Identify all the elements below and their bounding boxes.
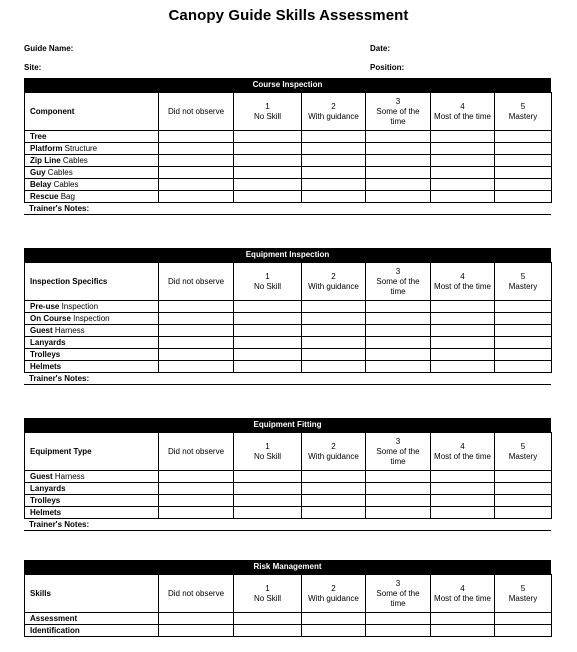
rating-cell[interactable] <box>302 155 366 167</box>
rating-number: 5 <box>520 101 526 111</box>
row-label <box>25 179 159 191</box>
row-label <box>25 337 159 349</box>
page-title: Canopy Guide Skills Assessment <box>168 7 409 24</box>
row-label-rest: Bag <box>58 192 75 201</box>
rating-cell[interactable] <box>159 301 234 313</box>
column-header: Skills <box>25 575 159 613</box>
rating-cell[interactable] <box>159 507 234 519</box>
rating-cell[interactable] <box>302 361 366 373</box>
rating-number: 1 <box>265 271 270 281</box>
rating-cell[interactable] <box>302 131 366 143</box>
rating-cell[interactable] <box>431 495 495 507</box>
table-row <box>25 143 552 155</box>
rating-column-header <box>495 263 552 301</box>
table-row <box>25 507 552 519</box>
rating-label: No Skill <box>253 111 282 121</box>
row-label-bold: Rescue <box>30 192 59 201</box>
row-label <box>25 361 159 373</box>
table-row <box>25 301 552 313</box>
rating-label: Did not observe <box>167 588 225 598</box>
rating-column-header <box>495 93 552 131</box>
rating-cell[interactable] <box>366 167 431 179</box>
rating-cell[interactable] <box>234 313 302 325</box>
guide-name-label: Guide Name: <box>24 44 74 53</box>
rating-cell[interactable] <box>159 131 234 143</box>
rating-cell[interactable] <box>366 507 431 519</box>
rating-label: Did not observe <box>167 446 225 456</box>
rating-cell[interactable] <box>302 191 366 203</box>
date-label: Date: <box>370 44 391 53</box>
rating-cell[interactable] <box>431 167 495 179</box>
rating-column-header <box>302 575 366 613</box>
trainer-notes[interactable]: Trainer's Notes: <box>24 373 551 385</box>
rating-cell[interactable] <box>431 349 495 361</box>
table-row <box>25 179 552 191</box>
rating-column-header <box>366 575 431 613</box>
row-label <box>25 143 159 155</box>
row-label-bold: Assessment <box>30 614 78 623</box>
position-label: Position: <box>370 63 405 72</box>
row-label-bold: Belay <box>30 180 52 189</box>
table-row <box>25 131 552 143</box>
rating-cell[interactable] <box>366 495 431 507</box>
rating-cell[interactable] <box>302 471 366 483</box>
rating-cell[interactable] <box>302 179 366 191</box>
row-label <box>25 167 159 179</box>
rating-cell[interactable] <box>495 179 552 191</box>
rating-column-header <box>366 93 431 131</box>
rating-column-header <box>431 93 495 131</box>
rating-number: 2 <box>331 583 336 593</box>
table-row <box>25 483 552 495</box>
section-course-inspection <box>24 78 551 215</box>
rating-cell[interactable] <box>495 507 552 519</box>
rating-cell[interactable] <box>366 301 431 313</box>
rating-cell[interactable] <box>431 301 495 313</box>
rating-column-header <box>431 575 495 613</box>
rating-cell[interactable] <box>234 191 302 203</box>
section-risk-management <box>24 560 551 637</box>
rating-number: 1 <box>265 583 270 593</box>
rating-column-header <box>495 433 552 471</box>
rating-cell[interactable] <box>234 361 302 373</box>
rating-cell[interactable] <box>366 361 431 373</box>
rating-cell[interactable] <box>159 361 234 373</box>
row-label-rest: Harness <box>52 326 85 335</box>
rating-cell[interactable] <box>159 613 234 625</box>
rating-label: Mastery <box>508 593 538 603</box>
rating-cell[interactable] <box>302 143 366 155</box>
row-label-bold: Guest <box>30 326 53 335</box>
rating-column-header <box>431 263 495 301</box>
rating-cell[interactable] <box>431 471 495 483</box>
table-row <box>25 625 552 637</box>
table-header-row <box>25 93 552 131</box>
row-label-bold: Lanyards <box>30 338 66 347</box>
rating-label: Most of the time <box>434 281 491 291</box>
rating-number: 3 <box>395 578 401 588</box>
rating-column-header <box>234 263 302 301</box>
rating-column-header <box>234 575 302 613</box>
rating-label: With guidance <box>308 593 359 603</box>
row-label <box>25 507 159 519</box>
column-header: Component <box>25 93 159 131</box>
rating-cell[interactable] <box>495 625 552 637</box>
row-label <box>25 483 159 495</box>
row-label-rest: Cables <box>51 180 79 189</box>
table-row <box>25 495 552 507</box>
row-label <box>25 471 159 483</box>
rating-cell[interactable] <box>495 483 552 495</box>
rating-cell[interactable] <box>234 625 302 637</box>
rating-column-header <box>302 93 366 131</box>
row-label-bold: Platform <box>30 144 63 153</box>
rating-number: 5 <box>520 583 526 593</box>
rating-number: 3 <box>395 266 401 276</box>
rating-column-header <box>431 433 495 471</box>
rating-number: 4 <box>460 441 465 451</box>
rating-number: 4 <box>460 101 465 111</box>
rating-cell[interactable] <box>431 131 495 143</box>
rating-cell[interactable] <box>302 325 366 337</box>
rating-label: Mastery <box>508 451 538 461</box>
table-row <box>25 349 552 361</box>
rating-column-header <box>495 575 552 613</box>
rating-label: No Skill <box>253 593 282 603</box>
rating-cell[interactable] <box>366 349 431 361</box>
row-label <box>25 301 159 313</box>
row-label-bold: On Course <box>30 314 71 323</box>
rating-number: 1 <box>265 101 270 111</box>
rating-cell[interactable] <box>495 191 552 203</box>
rating-cell[interactable] <box>234 613 302 625</box>
row-label-bold: Trolleys <box>30 496 61 505</box>
table-row <box>25 167 552 179</box>
rating-cell[interactable] <box>159 495 234 507</box>
rating-cell[interactable] <box>302 613 366 625</box>
rating-cell[interactable] <box>431 179 495 191</box>
table-row <box>25 613 552 625</box>
rating-table <box>24 262 552 373</box>
rating-cell[interactable] <box>366 337 431 349</box>
row-label-bold: Zip Line <box>30 156 61 165</box>
rating-cell[interactable] <box>159 313 234 325</box>
rating-cell[interactable] <box>495 301 552 313</box>
rating-cell[interactable] <box>431 313 495 325</box>
rating-cell[interactable] <box>302 483 366 495</box>
rating-cell[interactable] <box>495 337 552 349</box>
row-label-bold: Trolleys <box>30 350 61 359</box>
rating-column-header <box>366 263 431 301</box>
rating-cell[interactable] <box>431 613 495 625</box>
row-label <box>25 495 159 507</box>
rating-cell[interactable] <box>302 349 366 361</box>
rating-cell[interactable] <box>302 337 366 349</box>
rating-cell[interactable] <box>159 337 234 349</box>
rating-table <box>24 432 552 519</box>
rating-cell[interactable] <box>234 167 302 179</box>
rating-cell[interactable] <box>366 179 431 191</box>
rating-cell[interactable] <box>495 613 552 625</box>
section-title: Course Inspection <box>24 78 551 92</box>
rating-cell[interactable] <box>159 143 234 155</box>
rating-cell[interactable] <box>234 131 302 143</box>
row-label-bold: Pre-use <box>30 302 60 311</box>
row-label-bold: Guy <box>30 168 46 177</box>
table-row <box>25 337 552 349</box>
rating-label: No Skill <box>253 281 282 291</box>
rating-label: Did not observe <box>167 106 225 116</box>
rating-cell[interactable] <box>302 507 366 519</box>
rating-column-header <box>302 433 366 471</box>
rating-number: 3 <box>395 96 401 106</box>
row-label <box>25 131 159 143</box>
row-label <box>25 625 159 637</box>
row-label-rest: Cables <box>60 156 88 165</box>
rating-cell[interactable] <box>234 143 302 155</box>
rating-cell[interactable] <box>431 143 495 155</box>
rating-column-header <box>159 433 234 471</box>
table-header-row <box>25 575 552 613</box>
row-label-rest: Inspection <box>70 314 110 323</box>
rating-cell[interactable] <box>431 325 495 337</box>
rating-number: 2 <box>331 101 336 111</box>
rating-column-header <box>159 263 234 301</box>
rating-number: 1 <box>265 441 270 451</box>
rating-cell[interactable] <box>234 337 302 349</box>
rating-number: 5 <box>520 271 526 281</box>
rating-cell[interactable] <box>159 167 234 179</box>
rating-number: 4 <box>460 583 465 593</box>
rating-cell[interactable] <box>234 155 302 167</box>
rating-column-header <box>366 433 431 471</box>
rating-cell[interactable] <box>159 155 234 167</box>
rating-cell[interactable] <box>495 167 552 179</box>
rating-number: 2 <box>331 441 336 451</box>
table-header-row <box>25 263 552 301</box>
rating-number: 4 <box>460 271 465 281</box>
column-header: Inspection Specifics <box>25 263 159 301</box>
rating-label: With guidance <box>308 451 359 461</box>
section-title: Equipment Fitting <box>24 418 551 432</box>
rating-number: 3 <box>395 436 401 446</box>
rating-cell[interactable] <box>234 325 302 337</box>
rating-cell[interactable] <box>495 325 552 337</box>
section-title: Risk Management <box>24 560 551 574</box>
rating-number: 2 <box>331 271 336 281</box>
row-label <box>25 349 159 361</box>
rating-cell[interactable] <box>366 191 431 203</box>
rating-label: Some of the time <box>376 588 420 608</box>
rating-column-header <box>159 93 234 131</box>
rating-cell[interactable] <box>366 471 431 483</box>
rating-cell[interactable] <box>431 483 495 495</box>
rating-column-header <box>234 433 302 471</box>
table-header-row <box>25 433 552 471</box>
rating-cell[interactable] <box>431 191 495 203</box>
table-row <box>25 325 552 337</box>
rating-cell[interactable] <box>366 483 431 495</box>
rating-cell[interactable] <box>495 131 552 143</box>
rating-cell[interactable] <box>495 471 552 483</box>
rating-cell[interactable] <box>366 143 431 155</box>
rating-label: Most of the time <box>434 451 491 461</box>
row-label-bold: Helmets <box>30 362 62 371</box>
rating-cell[interactable] <box>366 131 431 143</box>
rating-cell[interactable] <box>495 361 552 373</box>
rating-cell[interactable] <box>234 179 302 191</box>
table-row <box>25 191 552 203</box>
site-label: Site: <box>24 63 42 72</box>
rating-column-header <box>234 93 302 131</box>
rating-cell[interactable] <box>366 155 431 167</box>
rating-table <box>24 574 552 637</box>
row-label-rest: Inspection <box>59 302 99 311</box>
rating-label: Some of the time <box>376 106 420 126</box>
table-row <box>25 313 552 325</box>
table-row <box>25 471 552 483</box>
rating-cell[interactable] <box>495 495 552 507</box>
section-equipment-inspection <box>24 248 551 385</box>
rating-label: Some of the time <box>376 446 420 466</box>
row-label <box>25 325 159 337</box>
rating-cell[interactable] <box>495 143 552 155</box>
rating-column-header <box>302 263 366 301</box>
rating-cell[interactable] <box>366 325 431 337</box>
rating-label: No Skill <box>253 451 282 461</box>
column-header: Equipment Type <box>25 433 159 471</box>
rating-label: Mastery <box>508 111 538 121</box>
row-label-bold: Tree <box>30 132 47 141</box>
rating-cell[interactable] <box>234 301 302 313</box>
rating-label: Most of the time <box>434 111 491 121</box>
rating-cell[interactable] <box>431 155 495 167</box>
rating-cell[interactable] <box>159 483 234 495</box>
table-row <box>25 155 552 167</box>
row-label <box>25 191 159 203</box>
row-label-bold: Helmets <box>30 508 62 517</box>
row-label <box>25 613 159 625</box>
row-label-rest: Structure <box>62 144 98 153</box>
row-label <box>25 313 159 325</box>
rating-label: Most of the time <box>434 593 491 603</box>
table-row <box>25 361 552 373</box>
row-label <box>25 155 159 167</box>
rating-cell[interactable] <box>234 349 302 361</box>
section-title: Equipment Inspection <box>24 248 551 262</box>
rating-cell[interactable] <box>431 625 495 637</box>
rating-cell[interactable] <box>366 313 431 325</box>
rating-cell[interactable] <box>431 337 495 349</box>
rating-cell[interactable] <box>234 507 302 519</box>
row-label-bold: Identification <box>30 626 80 635</box>
row-label-bold: Lanyards <box>30 484 66 493</box>
row-label-rest: Cables <box>45 168 73 177</box>
rating-cell[interactable] <box>431 361 495 373</box>
rating-cell[interactable] <box>431 507 495 519</box>
rating-cell[interactable] <box>234 483 302 495</box>
trainer-notes[interactable]: Trainer's Notes: <box>24 203 551 215</box>
rating-cell[interactable] <box>159 179 234 191</box>
rating-cell[interactable] <box>302 301 366 313</box>
rating-cell[interactable] <box>159 325 234 337</box>
row-label-bold: Guest <box>30 472 53 481</box>
rating-cell[interactable] <box>234 495 302 507</box>
row-label-rest: Harness <box>52 472 85 481</box>
rating-column-header <box>159 575 234 613</box>
rating-label: Mastery <box>508 281 538 291</box>
rating-cell[interactable] <box>159 349 234 361</box>
rating-cell[interactable] <box>302 495 366 507</box>
rating-label: Did not observe <box>167 276 225 286</box>
rating-number: 5 <box>520 441 526 451</box>
rating-cell[interactable] <box>302 625 366 637</box>
rating-cell[interactable] <box>159 625 234 637</box>
rating-table <box>24 92 552 203</box>
rating-cell[interactable] <box>159 191 234 203</box>
rating-label: Some of the time <box>376 276 420 296</box>
section-equipment-fitting <box>24 418 551 531</box>
rating-cell[interactable] <box>302 167 366 179</box>
trainer-notes[interactable]: Trainer's Notes: <box>24 519 551 531</box>
rating-cell[interactable] <box>495 155 552 167</box>
rating-cell[interactable] <box>159 471 234 483</box>
rating-cell[interactable] <box>366 613 431 625</box>
rating-cell[interactable] <box>495 349 552 361</box>
rating-cell[interactable] <box>495 313 552 325</box>
rating-label: With guidance <box>308 281 359 291</box>
rating-cell[interactable] <box>366 625 431 637</box>
rating-cell[interactable] <box>302 313 366 325</box>
rating-cell[interactable] <box>234 471 302 483</box>
rating-label: With guidance <box>308 111 359 121</box>
